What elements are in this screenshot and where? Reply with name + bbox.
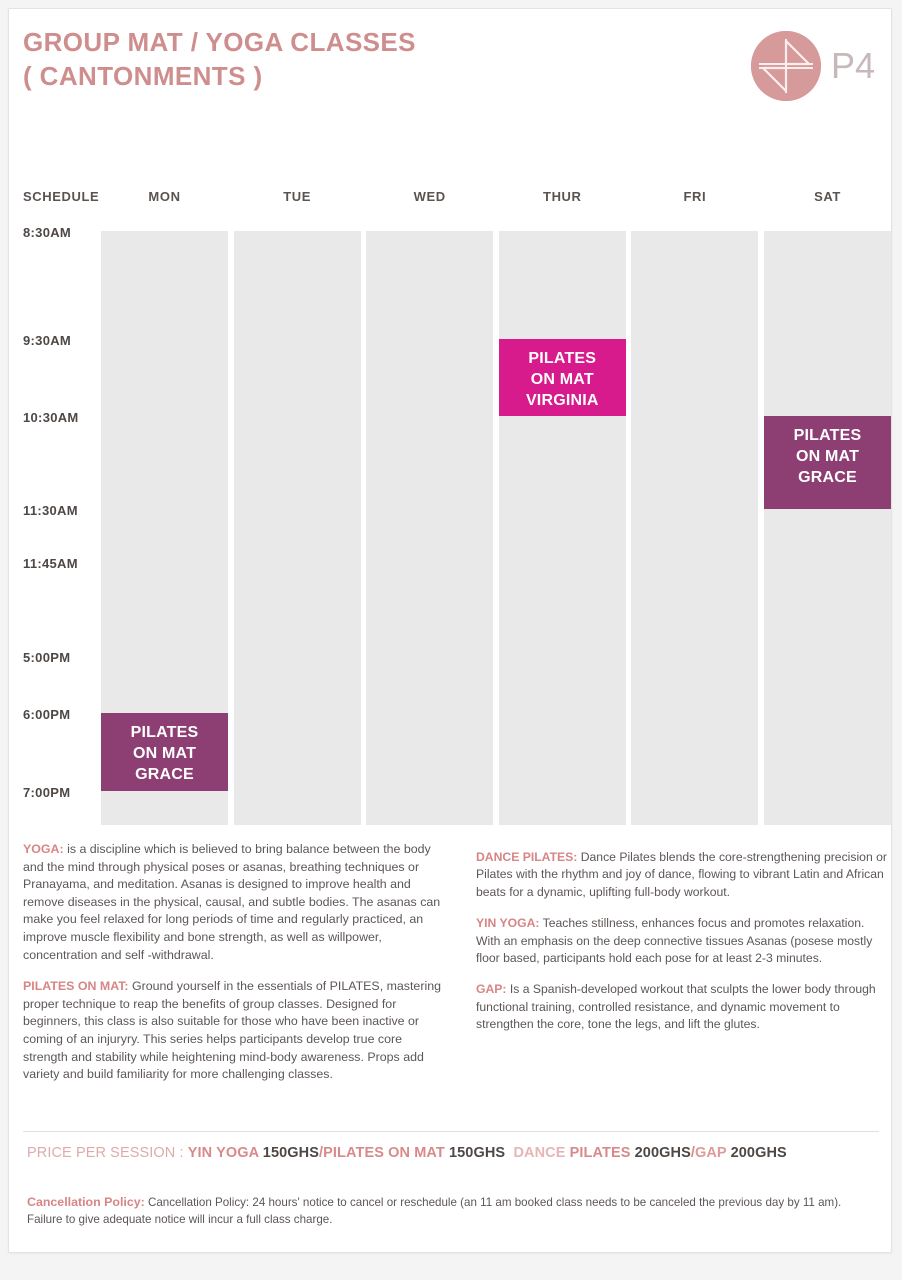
description-paragraph xyxy=(23,978,443,1084)
description-term: YIN YOGA: xyxy=(476,916,540,931)
description-term: GAP: xyxy=(476,982,507,997)
description-term: YOGA: xyxy=(23,842,64,856)
class-title-line-1: PILATES xyxy=(130,724,199,741)
time-label-500pm: 5:00PM xyxy=(23,650,71,665)
poster-header xyxy=(9,9,891,159)
time-label-1030am: 10:30AM xyxy=(23,410,79,425)
description-body: Dance Pilates blends the core-strengthening precision or Pilates with the rhythm and joy of dance, flowing to vibrant Latin and African beats for a dynamic, uplifting full-body workout. xyxy=(476,850,887,899)
price-item-amount: 150GHS xyxy=(262,1145,319,1161)
price-separator xyxy=(787,1145,795,1161)
day-header-wed: WED xyxy=(413,189,446,204)
class-block[interactable] xyxy=(499,339,626,416)
time-label-1145am: 11:45AM xyxy=(23,556,78,571)
day-header-tue: TUE xyxy=(283,189,311,204)
day-header-fri: FRI xyxy=(683,189,707,204)
price-item-amount: 150GHS xyxy=(448,1145,506,1161)
day-column-sat xyxy=(764,231,891,825)
class-block[interactable] xyxy=(101,713,228,791)
price-item-amount: 200GHS xyxy=(730,1145,787,1161)
cancellation-policy-text: Cancellation Policy: 24 hours' notice to cancel or reschedule (an 11 am booked class needs to be canceled the previous day by 11 am). Failure to give adequate notice will incur a full class charge. xyxy=(27,1196,842,1226)
descriptions-left-column xyxy=(23,841,443,1098)
title-line-1: GROUP MAT / YOGA CLASSES xyxy=(23,27,416,57)
time-label-1130am: 11:30AM xyxy=(23,503,78,518)
price-item-name: YIN YOGA xyxy=(187,1145,263,1161)
page-title xyxy=(23,25,416,93)
price-item-name: GAP xyxy=(694,1145,731,1161)
description-body: Is a Spanish-developed workout that sculpts the lower body through functional training, controlled resistance, and dynamic movement to strengthen the core, tone the legs, and lift the glutes. xyxy=(476,982,876,1032)
pinwheel-logo-icon xyxy=(751,31,821,101)
description-term: PILATES ON MAT: xyxy=(23,979,129,994)
day-column-tue xyxy=(234,231,361,825)
class-instructor: VIRGINIA xyxy=(525,392,599,409)
day-column-fri xyxy=(631,231,758,825)
time-label-600pm: 6:00PM xyxy=(23,707,71,722)
time-label-930am: 9:30AM xyxy=(23,333,72,348)
description-paragraph xyxy=(476,915,888,967)
brand-logo xyxy=(751,31,875,101)
day-header-mon: MON xyxy=(148,189,181,204)
title-line-2: ( CANTONMENTS ) xyxy=(23,61,263,91)
description-term: DANCE PILATES: xyxy=(476,850,578,864)
time-label-700pm: 7:00PM xyxy=(23,785,71,800)
day-header-thur: THUR xyxy=(543,189,582,204)
class-instructor: GRACE xyxy=(135,766,194,783)
description-paragraph xyxy=(23,841,443,964)
price-per-session-row xyxy=(27,1145,795,1161)
class-title-line-1: PILATES xyxy=(528,350,597,367)
schedule-grid xyxy=(23,231,879,825)
cancellation-policy xyxy=(27,1194,877,1228)
poster-card xyxy=(8,8,892,1253)
descriptions-right-column xyxy=(476,849,888,1048)
price-item-name: PILATES ON MAT xyxy=(323,1145,449,1161)
description-body: is a discipline which is believed to bring balance between the body and the mind through physical poses or asanas, breathing techniques or Pranayama, and meditation. Asanas is designed to improve health and remove diseases in the physical, causal, and subtle bodies. The asanas can make you feel relaxed for long periods of time and regularly practiced, an improve muscle flexibility and bone strength, as well as willpower, concentration and self -withdrawal. xyxy=(23,842,441,962)
day-column-wed xyxy=(366,231,493,825)
price-separator: / xyxy=(690,1145,695,1161)
day-header-sat: SAT xyxy=(814,189,841,204)
description-paragraph xyxy=(476,849,888,901)
price-item-name-prefix: DANCE xyxy=(513,1145,570,1161)
price-item-amount: 200GHS xyxy=(634,1145,691,1161)
footer-divider xyxy=(23,1131,879,1132)
day-column-thur xyxy=(499,231,626,825)
description-paragraph xyxy=(476,981,888,1033)
schedule-column-header: SCHEDULE xyxy=(23,189,100,204)
description-body: Ground yourself in the essentials of PILATES, mastering proper technique to reap the benefits of group classes. Designed for beginners, this class is also suitable for those who have been inactive or coming of an injuryry. This series helps participants develop true core strength and stability while heightening mind-body awareness. Props add variety and build familiarity for more challenging classes. xyxy=(23,979,441,1082)
class-block[interactable] xyxy=(764,416,891,509)
class-title-line-2: ON MAT xyxy=(795,448,860,465)
price-label: PRICE PER SESSION : xyxy=(27,1145,188,1161)
description-body: Teaches stillness, enhances focus and promotes relaxation. With an emphasis on the deep connective tissues Asanas (posese mostly floor based, participants hold each pose for at least 2-3 minutes. xyxy=(476,916,873,966)
price-item-name: PILATES xyxy=(569,1145,635,1161)
class-title-line-2: ON MAT xyxy=(530,371,594,388)
class-instructor: GRACE xyxy=(798,469,857,486)
cancellation-policy-label: Cancellation Policy: xyxy=(27,1195,145,1209)
class-title-line-1: PILATES xyxy=(793,427,862,444)
price-separator: / xyxy=(319,1145,324,1161)
class-title-line-2: ON MAT xyxy=(132,745,197,762)
brand-name: P4 xyxy=(830,45,875,86)
time-label-830am: 8:30AM xyxy=(23,225,72,240)
